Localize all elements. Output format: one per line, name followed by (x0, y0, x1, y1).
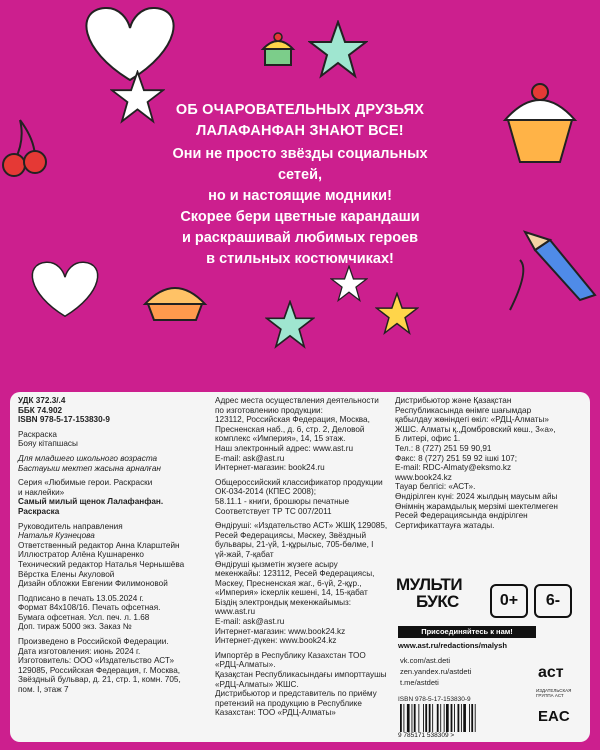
barcode-bar (425, 704, 427, 732)
headline-line: ЛАЛАФАНФАН ЗНАЮТ ВСЕ! (196, 123, 404, 139)
imprint-line: Подписано в печать 13.05.2024 г. (18, 593, 144, 603)
barcode-bar (437, 704, 439, 732)
headline (150, 100, 450, 270)
imprint-line: ЖШС. Алматы қ.,Домбровский көш., 3«а», (395, 424, 556, 434)
brand-line: МУЛЬТИ (396, 575, 463, 594)
imprint-line: Өндірілген күні: 2024 жылдың маусым айы (395, 491, 558, 501)
barcode-bar (461, 704, 462, 732)
barcode-bar (454, 704, 455, 732)
headline-caps (150, 100, 450, 142)
barcode-bar (400, 704, 402, 732)
headline-line: но и настоящие модники! (208, 188, 392, 204)
barcode-bar (451, 704, 453, 732)
imprint-column-2 (215, 396, 390, 718)
imprint-line: Доп. тираж 5000 экз. Заказ № (18, 622, 132, 632)
imprint-line: ISBN 978-5-17-153830-9 (18, 415, 110, 425)
imprint-line: Интернет-дүкен: www.book24.kz (215, 636, 337, 646)
imprint-line: Тел.: 8 (727) 251 59 90,91 (395, 443, 492, 453)
publisher-badges (388, 568, 588, 738)
imprint-line: Импортёр в Республику Казахстан ТОО (215, 650, 366, 660)
barcode-bar (446, 704, 449, 732)
imprint-line: Изготовитель: ООО «Издательство АСТ» (18, 656, 175, 666)
imprint-line: Бояу кітапшасы (18, 439, 78, 449)
barcode-bar (469, 704, 470, 732)
imprint-line: Өнімнің жарамдылық мерзімі шектелмеген (395, 501, 558, 511)
barcode-bar (471, 704, 473, 732)
ast-logo: аст (538, 664, 564, 681)
imprint-line: пом. I, этаж 7 (18, 685, 69, 695)
imprint-column-1 (18, 396, 208, 695)
barcode-bar (444, 704, 445, 732)
imprint-line: Өндіруші: «Издательство АСТ» ЖШҚ 129085, (215, 521, 388, 531)
barcode-bar (423, 704, 424, 732)
imprint-line: Общероссийский классификатор продукции (215, 477, 383, 487)
imprint-line: www.book24.kz (395, 472, 452, 482)
imprint-line: Бумага офсетная. Усл. печ. л. 1.68 (18, 612, 150, 622)
ast-logo-caption: ИЗДАТЕЛЬСКАЯ ГРУППА АСТ (536, 688, 572, 698)
imprint-column-3 (395, 396, 585, 530)
imprint-line: Вёрстка Елены Акуловой (18, 569, 115, 579)
imprint-line: Қазақстан Республикасындағы импорттаушы (215, 670, 387, 680)
imprint-line: Ресей Федерациясы, Мәскеу, Звёздный (215, 530, 367, 540)
imprint-line: ОК-034-2014 (КПЕС 2008); (215, 487, 316, 497)
heart-icon (20, 250, 110, 330)
imprint-line: Мәскеу, Пресненская жаг., 6-үй, 2-құр., (215, 578, 362, 588)
cherry-icon (0, 110, 50, 180)
barcode-bar (412, 704, 413, 732)
imprint-line: по изготовлению продукции: (215, 405, 323, 415)
imprint-line: Интернет-магазин: www.book24.kz (215, 626, 346, 636)
imprint-line: и наклейки» (18, 487, 65, 497)
social-link-telegram[interactable]: t.me/astdeti (400, 678, 439, 687)
imprint-line: «Империя» іскерлік кешені, 14, 15-қабат (215, 588, 368, 598)
eac-mark: EAC (538, 708, 570, 725)
pencil-icon (480, 210, 600, 320)
social-link-zen[interactable]: zen.yandex.ru/astdeti (400, 667, 472, 676)
imprint-line: Біздің электрондық мекенжайымыз: (215, 597, 352, 607)
brand-line: БУКС (416, 592, 459, 611)
imprint-line: Раскраска (18, 506, 60, 516)
imprint-line: Звёздный бульвар, д. 21, стр. 1, комн. 705, (18, 675, 181, 685)
imprint-line: ББК 74.902 (18, 405, 63, 415)
age-rating-badge: 6- (534, 584, 572, 618)
headline-line: ОБ ОЧАРОВАТЕЛЬНЫХ ДРУЗЬЯХ (175, 102, 425, 118)
imprint-line: Произведено в Российской Федерации. (18, 637, 169, 647)
imprint-line: «РДЦ-Алматы» ЖШС. (215, 679, 299, 689)
imprint-line: www.ast.ru (215, 607, 256, 617)
imprint-line: Дизайн обложки Евгении Филимоновой (18, 579, 168, 589)
imprint-line: E-mail: RDC-Almaty@eksmo.kz (395, 463, 512, 473)
headline-line: и раскрашивай любимых героев (181, 230, 419, 246)
barcode-bar (432, 704, 433, 732)
star-icon (330, 265, 368, 303)
cupcake-icon (490, 70, 590, 170)
imprint-line: Раскраска (18, 429, 57, 439)
imprint-line: Пресненская наб., д. 6, стр. 2, Деловой (215, 424, 365, 434)
imprint-line: претензий на продукцию в Республике (215, 698, 362, 708)
imprint-line: Формат 84x108/16. Печать офсетная. (18, 603, 161, 613)
barcode-bar (440, 704, 441, 732)
barcode-bar (403, 704, 404, 732)
imprint-line: Наталья Кузнецова (18, 531, 95, 541)
imprint-line: қабылдау жөніндегі өкіл: «РДЦ-Алматы» (395, 415, 549, 425)
imprint-line: 123112, Российская Федерация, Москва, (215, 415, 370, 425)
headline-body (150, 144, 450, 270)
isbn-label: ISBN 978-5-17-153830-9 (398, 696, 471, 703)
imprint-line: Иллюстратор Алёна Кушнаренко (18, 550, 144, 560)
imprint-line: Интернет-магазин: book24.ru (215, 463, 325, 473)
imprint-line: E-mail: ask@ast.ru (215, 453, 285, 463)
imprint-line: Для младшего школьного возраста (18, 453, 158, 463)
imprint-line: Серия «Любимые герои. Раскраски (18, 478, 153, 488)
cupcake-icon (255, 25, 301, 71)
barcode-digits: 9 785171 538309 > (398, 732, 455, 739)
barcode-bar (429, 704, 431, 732)
imprint-line: Ответственный редактор Анна Кларштейн (18, 540, 180, 550)
imprint-line: Казахстан: ТОО «РДЦ-Алматы» (215, 708, 336, 718)
imprint-line: Дата изготовления: июнь 2024 г. (18, 646, 141, 656)
imprint-line: E-mail: ask@ast.ru (215, 617, 285, 627)
imprint-line: УДК 372.3/.4 (18, 396, 66, 405)
imprint-line: үй-жай, 7-қабат (215, 549, 274, 559)
barcode-bar (414, 704, 416, 732)
headline-line: Скорее бери цветные карандаши (180, 209, 420, 225)
barcode-bar (418, 704, 419, 732)
barcode-bar (463, 704, 466, 732)
headline-line: Они не просто звёзды социальных сетей, (172, 146, 428, 183)
imprint-line: Наш электронный адрес: www.ast.ru (215, 443, 354, 453)
imprint-line: комплекс «Империя», 14, 15 этаж. (215, 434, 346, 444)
imprint-line: Самый милый щенок Лалафанфан. (18, 497, 164, 507)
headline-line: в стильных костюмчиках! (206, 251, 394, 267)
imprint-line: Адрес места осуществления деятельности (215, 396, 379, 405)
imprint-line: Сертификаттауға жатады. (395, 520, 495, 530)
imprint-line: бульвары, 21-үй, 1-құрылыс, 705-бөлме, I (215, 540, 374, 550)
barcode-bar (458, 704, 460, 732)
barcode-bar (475, 704, 476, 732)
imprint-line: Республикасында өнімге шағымдар (395, 405, 532, 415)
imprint-line: Б литері, офис 1. (395, 434, 461, 444)
join-banner: Присоединяйтесь к нам! (398, 626, 536, 638)
barcode (398, 704, 508, 732)
star-icon (265, 300, 315, 350)
imprint-line: Ресей Федерациясында өндірілген (395, 511, 528, 521)
age-rating-badge: 0+ (490, 584, 528, 618)
star-icon (375, 292, 419, 336)
imprint-line: «РДЦ-Алматы». (215, 660, 276, 670)
social-link-vk[interactable]: vk.com/ast.deti (400, 656, 451, 665)
imprint-line: Дистрибьютор және Қазақстан (395, 396, 512, 405)
star-icon (308, 20, 368, 80)
imprint-line: Өндіруші қызметін жүзеге асыру (215, 559, 338, 569)
imprint-line: Соответствует ТР ТС 007/2011 (215, 506, 332, 516)
publisher-site-link[interactable]: www.ast.ru/redactions/malysh (398, 641, 508, 650)
imprint-line: Факс: 8 (727) 251 59 92 ішкі 107; (395, 453, 518, 463)
imprint-line: Тауар белгісі: «АСТ». (395, 482, 476, 492)
imprint-line: Дистрибьютор и представитель по приёму (215, 689, 377, 699)
imprint-line: Руководитель направления (18, 521, 123, 531)
imprint-line: мекенжайы: 123112, Ресей Федерациясы, (215, 569, 375, 579)
imprint-line: Технический редактор Наталья Чернышёва (18, 559, 185, 569)
imprint-line: Бастауыш мектеп жасына арналған (18, 463, 161, 473)
barcode-bar (407, 704, 410, 732)
pie-icon (140, 272, 210, 327)
imprint-line: 58.11.1 - книги, брошюры печатные (215, 496, 350, 506)
multibooks-logo (396, 576, 462, 610)
imprint-line: 129085, Российская Федерация, г. Москва, (18, 665, 181, 675)
imprint-panel (10, 392, 590, 742)
